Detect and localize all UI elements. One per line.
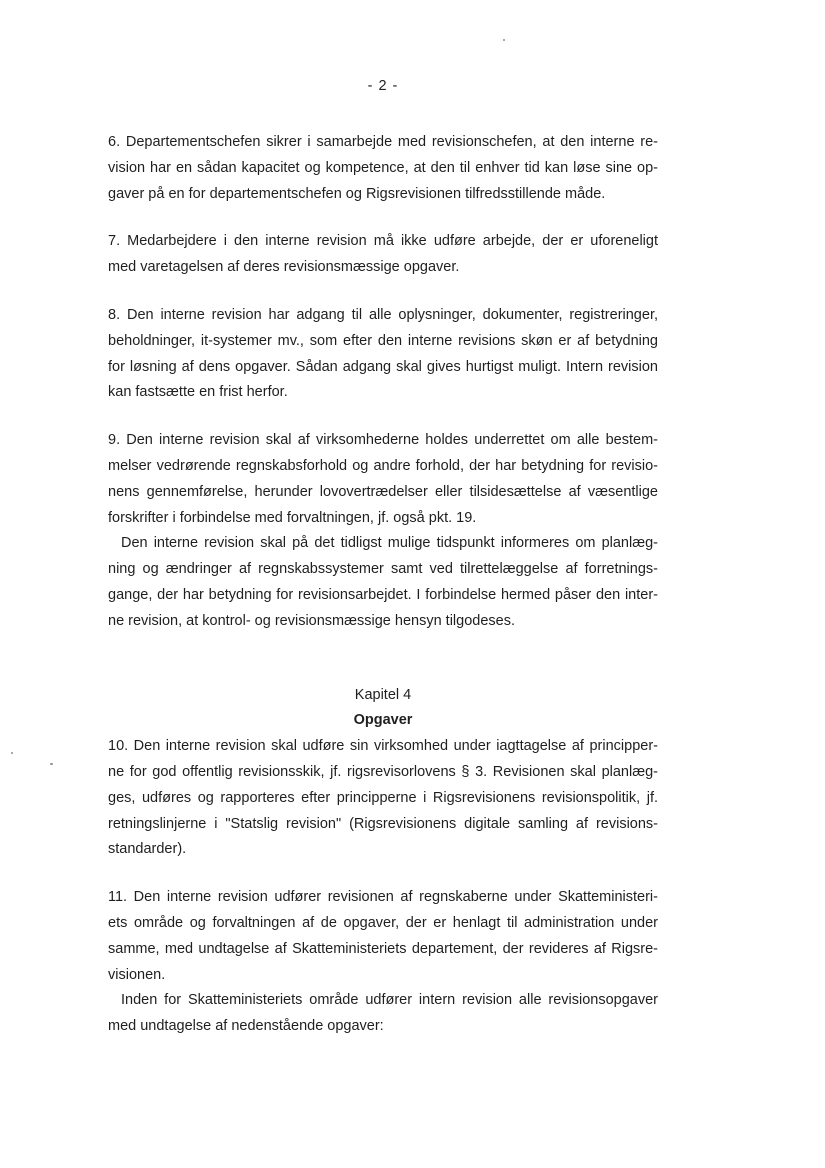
document-body [108, 130, 658, 1040]
text-line: ne for god offentlig revisionsskik, jf. rigsrevisorlovens § 3. Revisionen skal planlæg- [108, 763, 658, 780]
text-line: Den interne revision skal på det tidligst mulige tidspunkt informeres om planlæg- [121, 535, 658, 552]
text-line: forskrifter i forbindelse med forvaltningen, jf. også pkt. 19. [108, 509, 477, 526]
text-line: ges, udføres og rapporteres efter principperne i Rigsrevisionens revisionspolitik, jf. [108, 789, 658, 806]
paragraph-9 [108, 428, 658, 531]
text-line: 9. Den interne revision skal af virksomhederne holdes underrettet om alle bestem- [108, 432, 658, 449]
text-line: Opgaver [353, 712, 413, 729]
text-line: for løsning af dens opgaver. Sådan adgang skal gives hurtigst muligt. Intern revision [108, 358, 658, 375]
paragraph-7 [108, 229, 658, 281]
text-line: standarder). [108, 841, 187, 858]
chapter-heading [108, 683, 658, 709]
text-line: beholdninger, it-systemer mv., som efter den interne revisions skøn er af betydning [108, 332, 658, 349]
scan-speck [503, 39, 505, 41]
text-line: med undtagelse af nedenstående opgaver: [108, 1018, 384, 1035]
text-line: ning og ændringer af regnskabssystemer samt ved tilrettelæggelse af forretnings- [108, 561, 658, 578]
text-line: vision har en sådan kapacitet og kompetence, at den til enhver tid kan løse sine op- [108, 159, 658, 176]
text-line: 11. Den interne revision udfører revisionen af regnskaberne under Skatteministeri- [108, 889, 658, 906]
text-line: Inden for Skatteministeriets område udfører intern revision alle revisionsopgaver [121, 992, 658, 1009]
text-line: 7. Medarbejdere i den interne revision må ikke udføre arbejde, der er uforeneligt [108, 233, 658, 250]
text-line: 6. Departementschefen sikrer i samarbejde med revisionschefen, at den interne re- [108, 134, 658, 150]
text-line: med varetagelsen af deres revisionsmæssige opgaver. [108, 259, 460, 276]
text-line: melser vedrørende regnskabsforhold og andre forhold, der har betydning for revisio- [108, 457, 658, 474]
paragraph-11 [108, 885, 658, 988]
text-line: ets område og forvaltningen af de opgaver, der er henlagt til administration under [108, 914, 658, 931]
paragraph-9-continuation [108, 531, 658, 634]
text-line: gange, der har betydning for revisionsarbejdet. I forbindelse hermed påser den inter- [108, 586, 658, 603]
text-line: Kapitel 4 [354, 686, 412, 703]
text-line: gaver på en for departementschefen og Rigsrevisionen tilfredsstillende måde. [108, 185, 606, 202]
text-line: visionen. [108, 966, 166, 983]
page-number: - 2 - [367, 78, 399, 94]
paragraph-8 [108, 303, 658, 406]
paragraph-10 [108, 734, 658, 863]
scan-speck [50, 763, 53, 765]
paragraph-6 [108, 130, 658, 207]
text-line: 10. Den interne revision skal udføre sin virksomhed under iagttagelse af principper- [108, 738, 658, 755]
text-line: nens gennemførelse, herunder lovovertrædelser eller tilsidesættelse af væsentlige [108, 483, 658, 500]
paragraph-11-continuation [108, 988, 658, 1040]
text-line: samme, med undtagelse af Skatteministeriets departement, der revideres af Rigsre- [108, 940, 658, 957]
text-line: 8. Den interne revision har adgang til alle oplysninger, dokumenter, registreringer, [108, 306, 658, 323]
text-line: retningslinjerne i "Statslig revision" (Rigsrevisionens digitale samling af revisions- [108, 815, 658, 832]
text-line: ne revision, at kontrol- og revisionsmæssige hensyn tilgodeses. [108, 612, 516, 629]
text-line: kan fastsætte en frist herfor. [108, 384, 288, 401]
section-heading [108, 708, 658, 734]
scan-speck [11, 752, 13, 754]
